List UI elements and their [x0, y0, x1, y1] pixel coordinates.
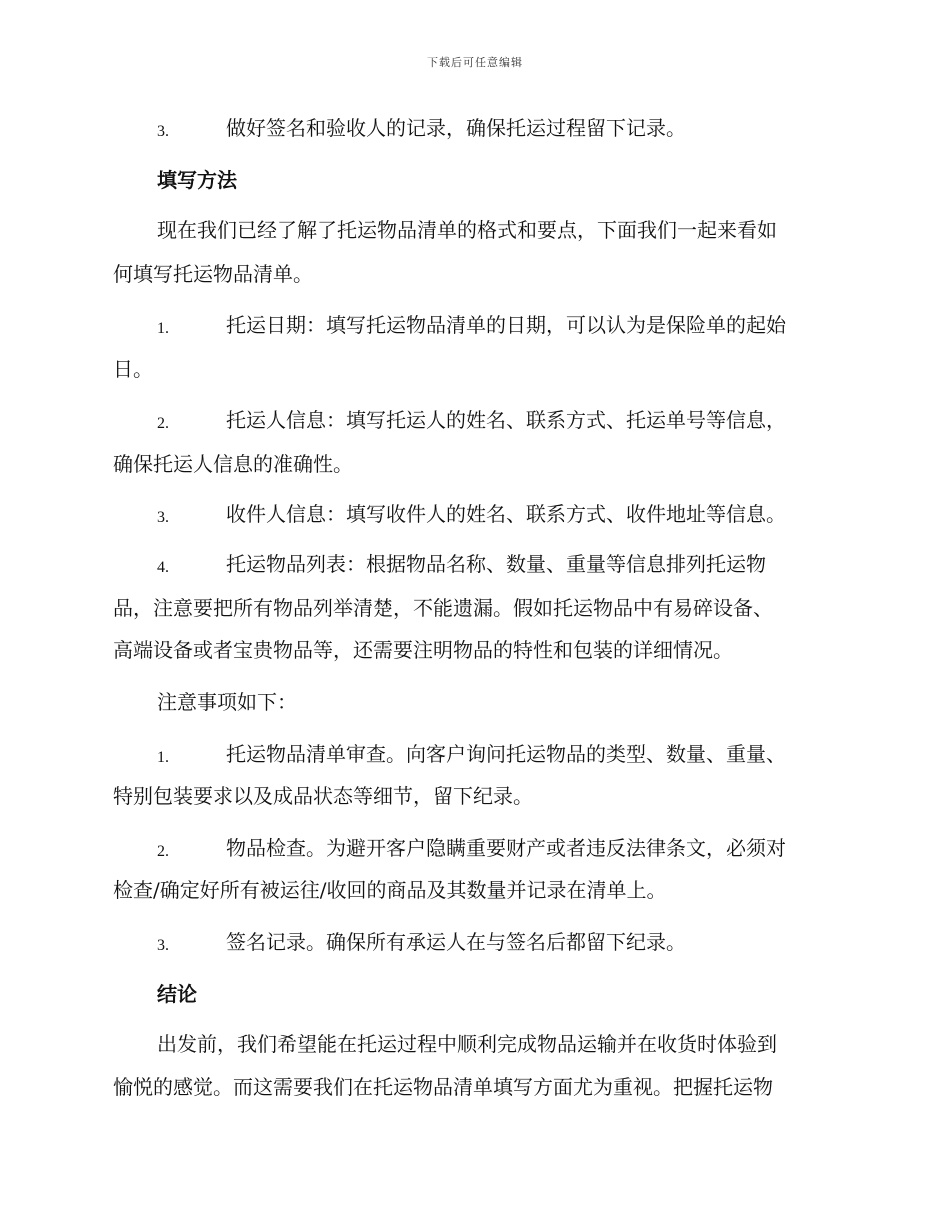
list-number: 2.: [157, 843, 169, 860]
list-text: 签名记录。确保所有承运人在与签名后都留下纪录。: [226, 930, 686, 954]
list-number: 1.: [157, 749, 169, 766]
list-number: 3.: [157, 937, 169, 954]
list-text: 托运物品列表：根据物品名称、数量、重量等信息排列托运物: [226, 552, 766, 576]
paragraph-text: 何填写托运物品清单。: [113, 262, 313, 286]
section-heading-text: 结论: [157, 982, 197, 1006]
list-text: 高端设备或者宝贵物品等，还需要注明物品的特性和包装的详细情况。: [113, 638, 733, 662]
list-text: 物品检查。为避开客户隐瞒重要财产或者违反法律条文，必须对: [226, 836, 786, 860]
list-number: 3.: [157, 509, 169, 526]
list-text: 检查/确定好所有被运往/收回的商品及其数量并记录在清单上。: [113, 878, 667, 902]
list-number: 3.: [157, 123, 169, 140]
list-text: 品，注意要把所有物品列举清楚，不能遗漏。假如托运物品中有易碎设备、: [113, 596, 773, 620]
list-number: 4.: [157, 559, 169, 576]
list-text: 日。: [113, 357, 153, 381]
list-number: 2.: [157, 415, 169, 432]
list-text: 确保托运人信息的准确性。: [113, 452, 353, 476]
paragraph-text: 出发前，我们希望能在托运过程中顺利完成物品运输并在收货时体验到: [157, 1032, 777, 1056]
list-text: 托运物品清单审查。向客户询问托运物品的类型、数量、重量、: [226, 742, 786, 766]
paragraph-text: 愉悦的感觉。而这需要我们在托运物品清单填写方面尤为重视。把握托运物: [113, 1075, 773, 1099]
section-heading-text: 填写方法: [157, 168, 237, 192]
list-text: 托运日期：填写托运物品清单的日期，可以认为是保险单的起始: [226, 313, 786, 337]
list-text: 做好签名和验收人的记录，确保托运过程留下记录。: [226, 116, 686, 140]
paragraph-text: 注意事项如下：: [157, 690, 297, 714]
list-text: 特别包装要求以及成品状态等细节，留下纪录。: [113, 784, 533, 808]
list-text: 收件人信息：填写收件人的姓名、联系方式、收件地址等信息。: [226, 502, 786, 526]
list-number: 1.: [157, 320, 169, 337]
list-text: 托运人信息：填写托运人的姓名、联系方式、托运单号等信息，: [226, 408, 786, 432]
paragraph-text: 现在我们已经了解了托运物品清单的格式和要点，下面我们一起来看如: [157, 218, 777, 242]
page-header: 下载后可任意编辑: [427, 56, 523, 69]
